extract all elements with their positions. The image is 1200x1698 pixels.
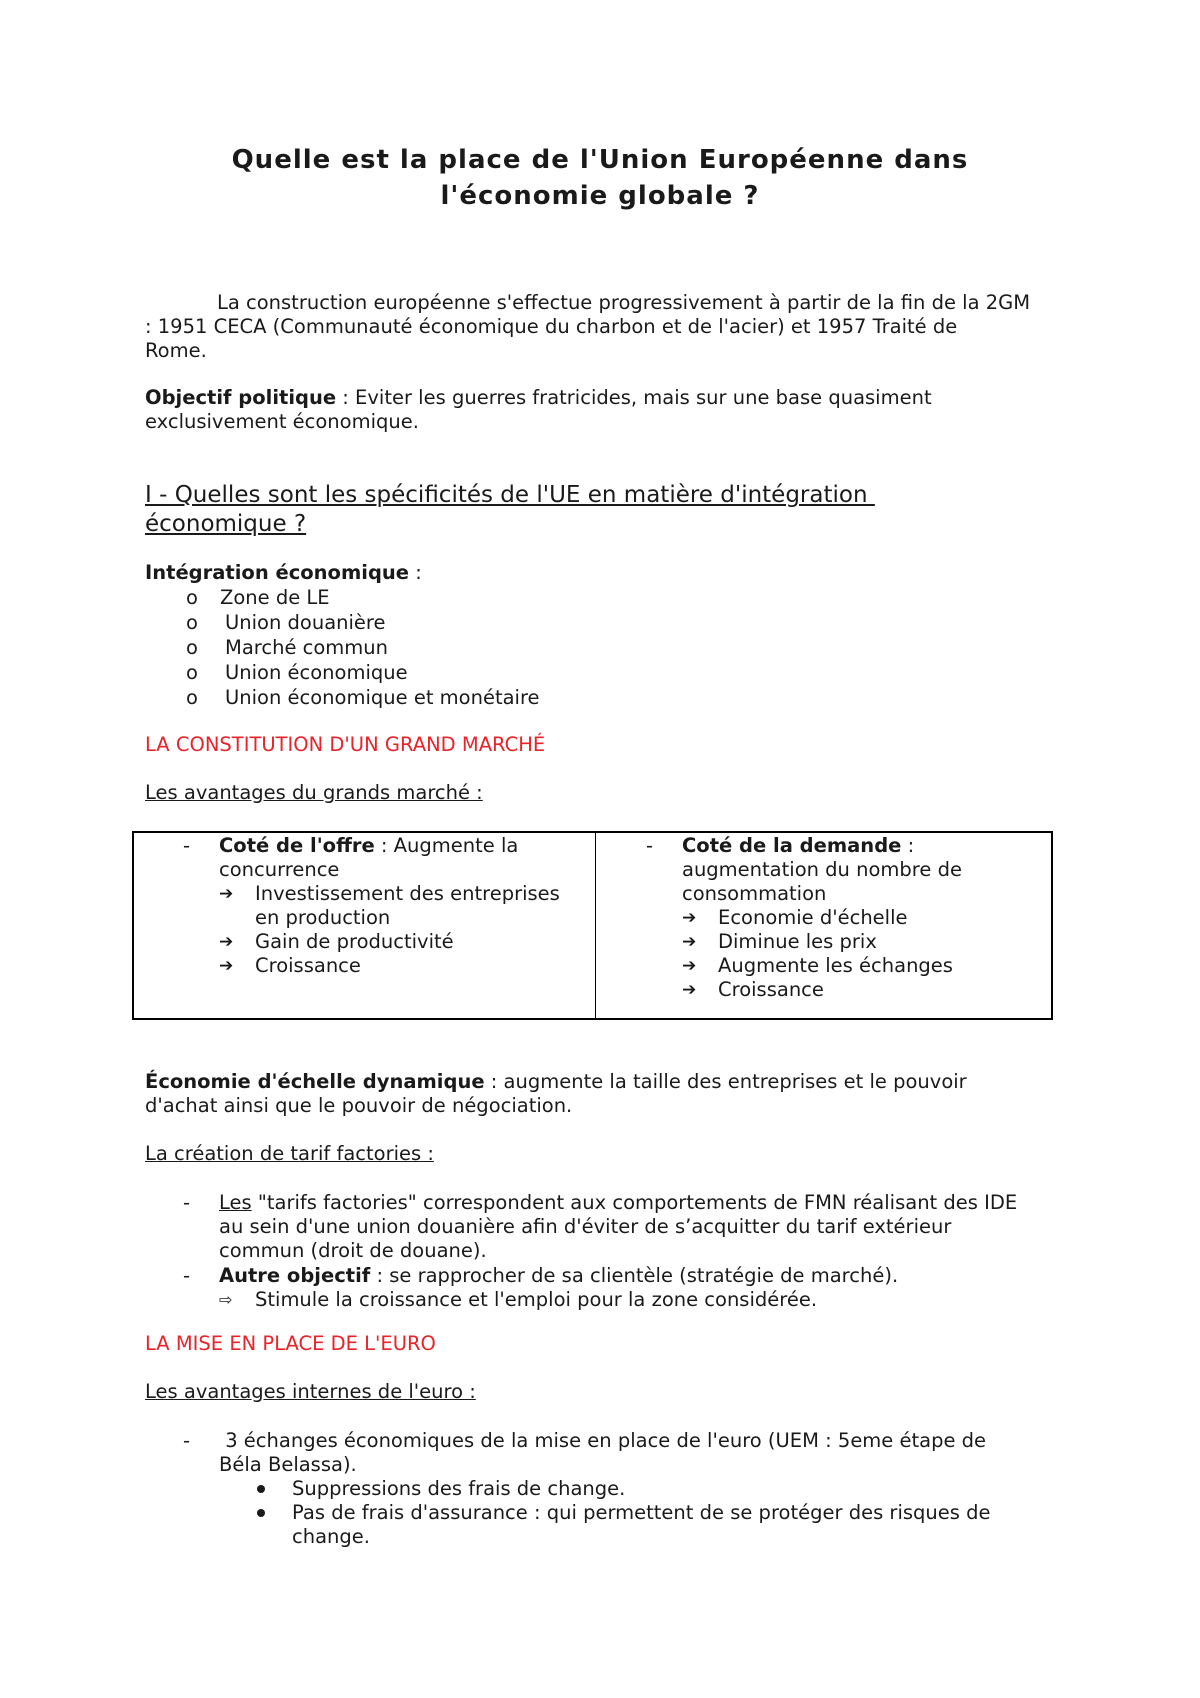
list-item bbox=[219, 1288, 1063, 1312]
section1-line-1: I - Quelles sont les spécificités de l'UE en matière d'intégration bbox=[145, 482, 875, 508]
tarif-p1-line-3: commun (droit de douane). bbox=[219, 1239, 487, 1262]
bullet-dot-icon bbox=[257, 1485, 265, 1493]
tarif-subheading: La création de tarif factories : bbox=[145, 1142, 434, 1165]
list-item-text: Pas de frais d'assurance : qui permettent de se protéger des risques de bbox=[292, 1501, 991, 1524]
euro-line-2: Béla Belassa). bbox=[219, 1453, 357, 1476]
euro-subheading: Les avantages internes de l'euro : bbox=[145, 1380, 476, 1403]
list-item bbox=[183, 1264, 1063, 1312]
dash-bullet: - bbox=[646, 834, 654, 857]
circle-bullet-icon: o bbox=[186, 661, 198, 684]
arrow-right-icon: ➔ bbox=[682, 980, 697, 1000]
list-item bbox=[682, 930, 1046, 954]
bullet-dot-icon bbox=[257, 1509, 265, 1517]
hollow-arrow-right-icon: ⇨ bbox=[219, 1290, 233, 1309]
echelle-text-1: : augmente la taille des entreprises et le pouvoir bbox=[484, 1070, 967, 1093]
tarif-p1-line-1: "tarifs factories" correspondent aux comportements de FMN réalisant des IDE bbox=[251, 1191, 1018, 1214]
list-item bbox=[682, 954, 1046, 978]
objectif-text-2: exclusivement économique. bbox=[145, 410, 419, 433]
list-item-text: Croissance bbox=[255, 954, 361, 977]
list-item bbox=[182, 661, 540, 686]
list-item-text: Suppressions des frais de change. bbox=[292, 1477, 626, 1500]
arrow-right-icon: ➔ bbox=[682, 956, 697, 976]
grand-marche-subheading: Les avantages du grands marché : bbox=[145, 781, 483, 804]
title-line-2: l'économie globale ? bbox=[440, 181, 760, 211]
demande-text-1: : bbox=[901, 834, 915, 857]
grand-marche-heading: LA CONSTITUTION D'UN GRAND MARCHÉ bbox=[145, 733, 546, 756]
circle-bullet-icon: o bbox=[186, 686, 198, 709]
arrow-right-icon: ➔ bbox=[219, 884, 234, 904]
list-item bbox=[183, 1191, 1063, 1263]
list-item bbox=[182, 636, 540, 661]
tarif-p2-text: : se rapprocher de sa clientèle (stratégie de marché). bbox=[370, 1264, 899, 1287]
offre-text-1: : Augmente la bbox=[374, 834, 519, 857]
list-item bbox=[219, 954, 583, 978]
list-item-text: Gain de productivité bbox=[255, 930, 454, 953]
list-item bbox=[182, 686, 540, 711]
tarif-p2-label: Autre objectif bbox=[219, 1264, 371, 1287]
integration-list bbox=[182, 586, 540, 711]
echelle-label: Économie d'échelle dynamique bbox=[145, 1070, 485, 1093]
section1-line-2: économique ? bbox=[145, 511, 307, 537]
offre-text-2: concurrence bbox=[219, 858, 340, 881]
arrow-right-icon: ➔ bbox=[219, 956, 234, 976]
table-divider bbox=[595, 831, 596, 1020]
dash-bullet: - bbox=[183, 1264, 191, 1287]
circle-bullet-icon: o bbox=[186, 636, 198, 659]
circle-bullet-icon: o bbox=[186, 611, 198, 634]
list-item-text: Union économique bbox=[225, 661, 408, 684]
list-item-text: Marché commun bbox=[225, 636, 388, 659]
list-item bbox=[682, 978, 1046, 1002]
list-item-continuation: change. bbox=[292, 1525, 370, 1548]
list-item-text: Investissement des entreprises bbox=[255, 882, 560, 905]
integration-label: Intégration économique bbox=[145, 561, 410, 584]
list-item bbox=[219, 1501, 1063, 1525]
list-item-text: Diminue les prix bbox=[718, 930, 877, 953]
section-heading-1 bbox=[145, 481, 1075, 539]
list-item-text: Stimule la croissance et l'emploi pour la zone considérée. bbox=[255, 1288, 818, 1311]
arrow-right-icon: ➔ bbox=[682, 932, 697, 952]
intro-line-3: Rome. bbox=[145, 339, 207, 362]
title-line-1: Quelle est la place de l'Union Européenne dans bbox=[231, 145, 969, 175]
intro-line-1: La construction européenne s'effectue progressivement à partir de la fin de la 2GM bbox=[217, 291, 1031, 314]
document-title bbox=[150, 142, 1050, 214]
list-item bbox=[219, 1477, 1063, 1501]
list-item-text: Union économique et monétaire bbox=[225, 686, 540, 709]
intro-line-2: : 1951 CECA (Communauté économique du charbon et de l'acier) et 1957 Traité de bbox=[145, 315, 958, 338]
objectif-label: Objectif politique bbox=[145, 386, 337, 409]
table-cell-offre bbox=[183, 834, 583, 978]
list-item-text: Zone de LE bbox=[220, 586, 330, 609]
table-cell-demande bbox=[646, 834, 1046, 1002]
list-item bbox=[182, 611, 540, 636]
list-item-text: Croissance bbox=[718, 978, 824, 1001]
dash-bullet: - bbox=[183, 1429, 191, 1452]
list-item-text: Economie d'échelle bbox=[718, 906, 908, 929]
dash-bullet: - bbox=[183, 834, 191, 857]
circle-bullet-icon: o bbox=[186, 586, 198, 609]
tarif-p1-first-word: Les bbox=[219, 1191, 252, 1214]
echelle-paragraph bbox=[145, 1070, 1075, 1118]
list-item bbox=[182, 586, 540, 611]
objectif-text-1: : Eviter les guerres fratricides, mais sur une base quasiment bbox=[336, 386, 932, 409]
tarif-p1-line-2: au sein d'une union douanière afin d'éviter de s’acquitter du tarif extérieur bbox=[219, 1215, 952, 1238]
dash-bullet: - bbox=[183, 1191, 191, 1214]
euro-heading: LA MISE EN PLACE DE L'EURO bbox=[145, 1332, 436, 1355]
intro-paragraph bbox=[145, 291, 1075, 363]
demande-text-2: augmentation du nombre de bbox=[682, 858, 962, 881]
objectif-paragraph bbox=[145, 386, 1075, 434]
demande-text-3: consommation bbox=[682, 882, 827, 905]
list-item-text: Augmente les échanges bbox=[718, 954, 953, 977]
integration-label-suffix: : bbox=[409, 561, 422, 584]
list-item bbox=[219, 882, 583, 906]
demande-label: Coté de la demande bbox=[682, 834, 902, 857]
list-item bbox=[219, 930, 583, 954]
tarif-list bbox=[183, 1191, 1063, 1312]
arrow-right-icon: ➔ bbox=[219, 932, 234, 952]
list-item bbox=[682, 906, 1046, 930]
offre-label: Coté de l'offre bbox=[219, 834, 375, 857]
list-item bbox=[183, 1429, 1063, 1549]
integration-label-line bbox=[145, 561, 1075, 585]
list-item-continuation: en production bbox=[255, 906, 391, 929]
euro-line-1: 3 échanges économiques de la mise en place de l'euro (UEM : 5eme étape de bbox=[219, 1429, 987, 1452]
arrow-right-icon: ➔ bbox=[682, 908, 697, 928]
list-item-text: Union douanière bbox=[225, 611, 386, 634]
euro-list bbox=[183, 1429, 1063, 1549]
echelle-text-2: d'achat ainsi que le pouvoir de négociation. bbox=[145, 1094, 573, 1117]
